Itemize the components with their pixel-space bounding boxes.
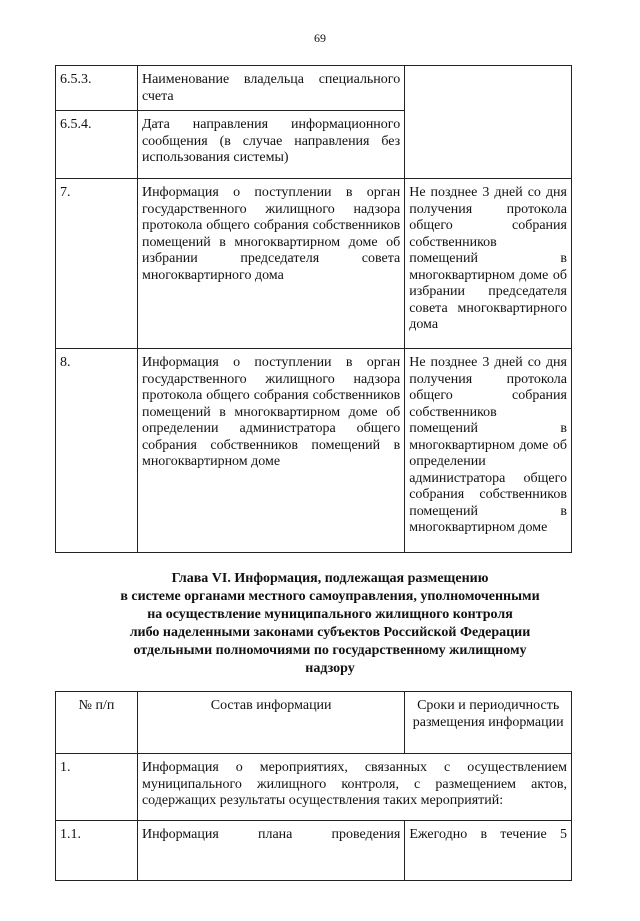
- chapter-heading-line: в системе органами местного самоуправления, уполномоченными: [120, 589, 540, 604]
- row-term: Ежегодно в течение 5: [405, 821, 572, 881]
- row-term: Не позднее 3 дней со дня получения протокола общего собрания собственников помещений в многоквартирном доме об избрании председателя совета многоквартирного дома: [405, 179, 572, 349]
- info-table-chapter-v: [55, 65, 572, 553]
- chapter-heading: [60, 570, 600, 678]
- page-number: 69: [314, 31, 326, 45]
- header-number: № п/п: [56, 692, 138, 754]
- row-description: Наименование владельца специального счета: [137, 66, 404, 111]
- row-description: Информация о поступлении в орган государственного жилищного надзора протокола общего собрания собственников помещений в многоквартирном доме об определении администратора общего собрания собственников помещений в многоквартирном доме: [137, 349, 404, 553]
- row-number: 7.: [56, 179, 138, 349]
- chapter-heading-line: либо наделенными законами субъектов Российской Федерации: [129, 625, 531, 640]
- row-number: 8.: [56, 349, 138, 553]
- row-description: Информация о мероприятиях, связанных с осуществлением муниципального жилищного контроля, с размещением актов, содержащих результаты осуществления таких мероприятий:: [137, 754, 571, 821]
- table-row: [56, 821, 572, 881]
- row-term: Не позднее 3 дней со дня получения протокола общего собрания собственников помещений в многоквартирном доме об определении администратора общего собрания собственников помещений в многоквартирном доме: [405, 349, 572, 553]
- chapter-heading-line: надзору: [305, 661, 355, 676]
- table-row: [56, 179, 572, 349]
- table-row: [56, 349, 572, 553]
- row-number: 1.1.: [56, 821, 138, 881]
- row-number: 6.5.3.: [56, 66, 138, 111]
- table-row: [56, 754, 572, 821]
- row-description: Дата направления информационного сообщения (в случае направления без использования системы): [137, 111, 404, 179]
- row-term: [405, 66, 572, 179]
- info-table-chapter-vi: [55, 691, 572, 881]
- chapter-heading-line: Глава VI. Информация, подлежащая размещению: [171, 571, 489, 586]
- chapter-heading-line: отдельными полномочиями по государственному жилищному: [133, 643, 527, 658]
- row-number: 1.: [56, 754, 138, 821]
- row-description: Информация плана проведения: [137, 821, 404, 881]
- table-row: [56, 66, 572, 111]
- header-description: Состав информации: [137, 692, 404, 754]
- row-number: 6.5.4.: [56, 111, 138, 179]
- header-term: Сроки и периодичность размещения информации: [405, 692, 572, 754]
- row-description: Информация о поступлении в орган государственного жилищного надзора протокола общего собрания собственников помещений в многоквартирном доме об избрании председателя совета многоквартирного дома: [137, 179, 404, 349]
- chapter-heading-line: на осуществление муниципального жилищного контроля: [147, 607, 513, 622]
- table-header-row: [56, 692, 572, 754]
